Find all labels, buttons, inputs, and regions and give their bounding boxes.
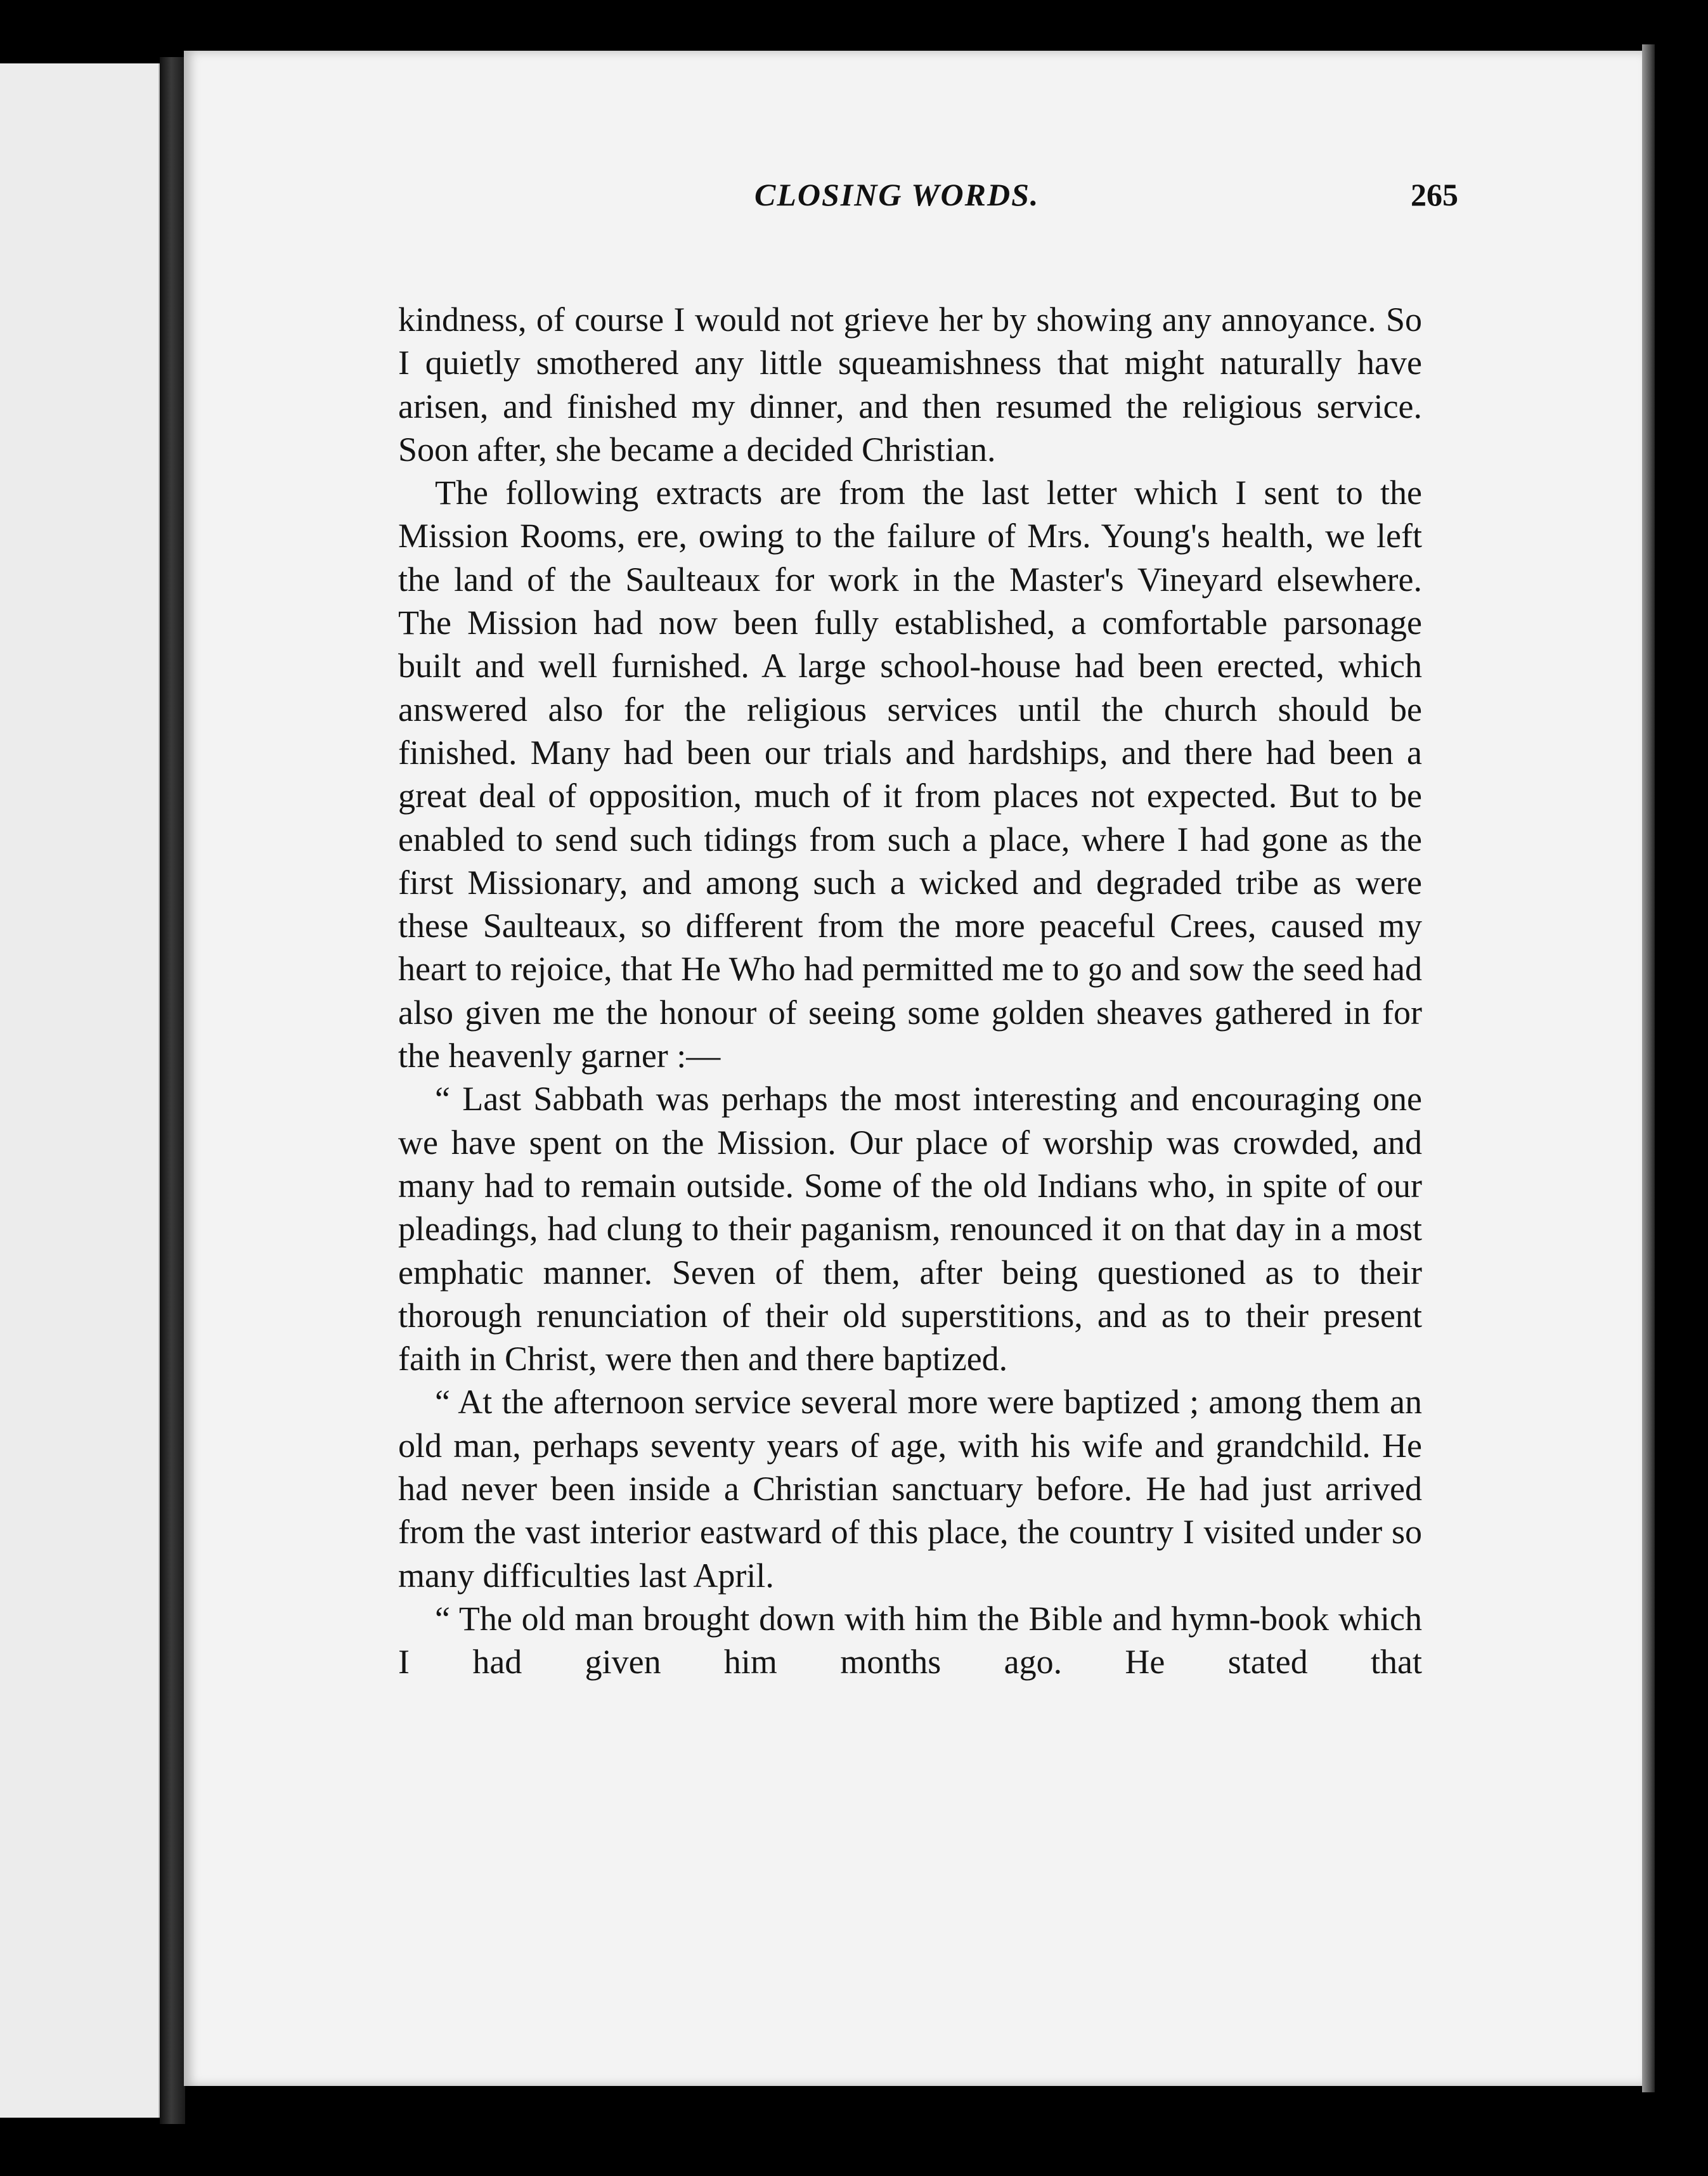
paragraph: “ The old man brought down with him the Bible and hymn-book which I had given him months ago. He stated that: [398, 1599, 1422, 1681]
running-head: CLOSING WORDS.: [754, 177, 1040, 212]
paragraph: kindness, of course I would not grieve her by showing any annoyance. So I quietly smothered any little squeamishness that might naturally have arisen, and finished my dinner, and then resumed the religious service. Soon after, she became a decided Christian.: [398, 301, 1422, 469]
facing-page-edge: [0, 63, 160, 2118]
page-number: 265: [1411, 177, 1458, 212]
paragraph: “ Last Sabbath was perhaps the most interesting and encouraging one we have spent on the Mission. Our place of worship was crowded, and many had to remain outside. Some of the old Indians who, in spite of our pleadings, had clung to their paganism, renounced it on that day in a most emphatic manner. Seven of them, after being questioned as to their thorough renunciation of their old superstitions, and as to their present faith in Christ, were then and there baptized.: [398, 1080, 1422, 1378]
paragraph: The following extracts are from the last letter which I sent to the Mission Rooms, ere, owing to the failure of Mrs. Young's health, we left the land of the Saulteaux for work in the Master's Vineyard elsewhere. The Mission had now been fully established, a comfortable parsonage built and well furnished. A large school-house had been erected, which answered also for the religious services until the church should be finished. Many had been our trials and hardships, and there had been a great deal of opposition, much of it from places not expected. But to be enabled to send such tidings from such a place, where I had gone as the first Missionary, and among such a wicked and degraded tribe as were these Saulteaux, so different from the more peaceful Crees, caused my heart to rejoice, that He Who had permitted me to go and sow the seed had also given me the honour of seeing some golden sheaves gathered in for the heavenly garner :—: [398, 474, 1422, 1075]
page-header: [184, 176, 1458, 227]
page-edge-shadow: [1642, 44, 1655, 2092]
body-text: [398, 298, 1422, 1684]
book-spine: [160, 57, 185, 2124]
paragraph: “ At the afternoon service several more were baptized ; among them an old man, perhaps seventy years of age, with his wife and grandchild. He had never been inside a Christian sanctuary before. He had just arrived from the vast interior eastward of this place, the country I visited under so many difficulties last April.: [398, 1383, 1422, 1595]
